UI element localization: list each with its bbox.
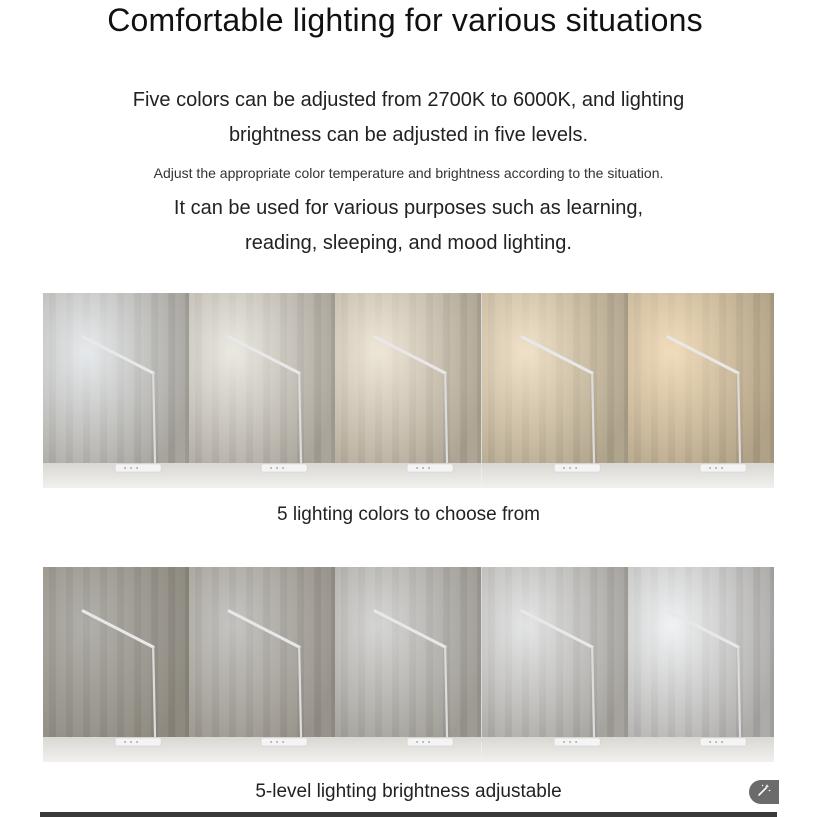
color-temperature-photo-2: [189, 293, 335, 488]
bottom-divider-bar: [40, 812, 777, 817]
color-temperature-photo-3: [335, 293, 481, 488]
brightness-level-photo-2: [189, 567, 335, 762]
brightness-level-photo-5: [628, 567, 774, 762]
intro-line-2: brightness can be adjusted in five levels.: [228, 124, 589, 146]
brightness-level-photo-3: [335, 567, 481, 762]
color-temperature-photo-4: [482, 293, 628, 488]
color-strip-caption: 5 lighting colors to choose from: [277, 504, 540, 525]
intro-line-4: It can be used for various purposes such as learning,: [173, 197, 644, 219]
color-temperature-image-strip: [43, 293, 774, 488]
brightness-level-photo-1: [43, 567, 189, 762]
brightness-level-photo-4: [482, 567, 628, 762]
magic-wand-icon: [757, 783, 771, 802]
brightness-strip-caption: 5-level lighting brightness adjustable: [255, 781, 562, 802]
intro-line-5: reading, sleeping, and mood lighting.: [245, 232, 572, 254]
intro-line-1: Five colors can be adjusted from 2700K to 6000K, and lighting: [132, 89, 685, 111]
color-temperature-photo-5: [628, 293, 774, 488]
page-title: Comfortable lighting for various situations: [107, 2, 703, 38]
magic-wand-button[interactable]: [749, 780, 779, 804]
intro-line-3: Adjust the appropriate color temperature and brightness according to the situation.: [153, 165, 664, 181]
color-temperature-photo-1: [43, 293, 189, 488]
brightness-image-strip: [43, 567, 774, 762]
